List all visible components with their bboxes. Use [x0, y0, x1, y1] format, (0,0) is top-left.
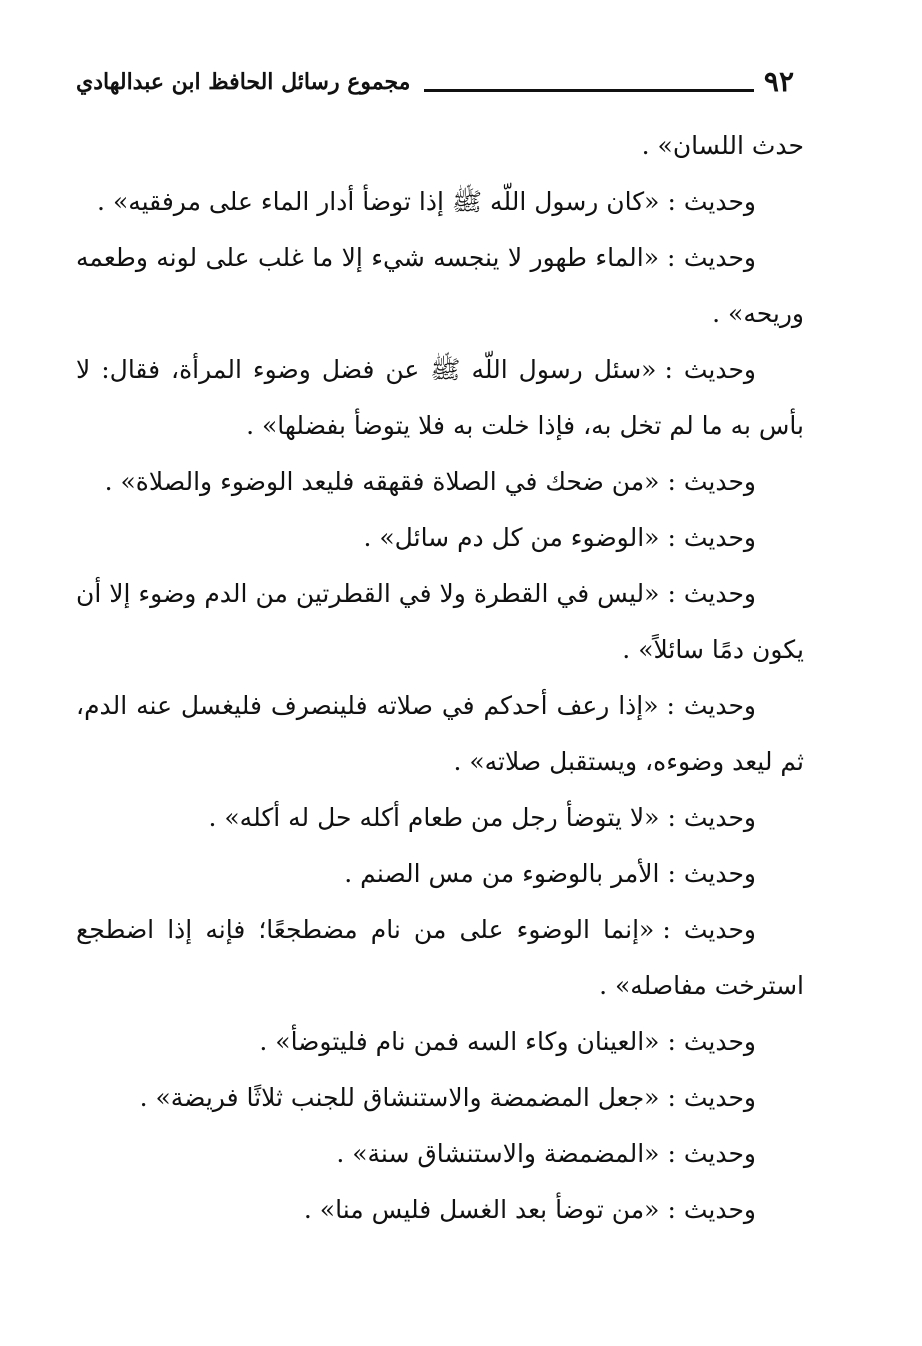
hadith-paragraph [76, 118, 804, 174]
hadith-paragraph [76, 790, 804, 846]
hadith-label: وحديث : [667, 1195, 756, 1224]
hadith-text: «لا يتوضأ رجل من طعام أكله حل له أكله» . [208, 803, 660, 832]
hadith-text: «من توضأ بعد الغسل فليس منا» . [303, 1195, 660, 1224]
hadith-paragraph [76, 1182, 804, 1238]
hadith-paragraph [76, 342, 804, 454]
hadith-label: وحديث : [664, 355, 757, 384]
hadith-label: وحديث : [667, 523, 756, 552]
hadith-label: وحديث : [667, 467, 756, 496]
hadith-label: وحديث : [667, 579, 756, 608]
hadith-paragraph [76, 510, 804, 566]
running-title: مجموع رسائل الحافظ ابن عبدالهادي [76, 69, 411, 95]
hadith-label: وحديث : [667, 243, 756, 272]
hadith-text: «جعل المضمضة والاستنشاق للجنب ثلاثًا فريضة» . [139, 1083, 660, 1112]
hadith-label: وحديث : [667, 187, 756, 216]
hadith-paragraph [76, 566, 804, 678]
hadith-text: «إذا رعف أحدكم في صلاته فلينصرف فليغسل عنه الدم، ثم ليعد وضوءه، ويستقبل صلاته» . [76, 691, 804, 776]
hadith-paragraph [76, 902, 804, 1014]
hadith-label: وحديث : [667, 859, 756, 888]
hadith-paragraph [76, 678, 804, 790]
hadith-label: وحديث : [667, 803, 756, 832]
hadith-text: «ليس في القطرة ولا في القطرتين من الدم وضوء إلا أن يكون دمًا سائلاً» . [76, 579, 804, 664]
hadith-label: وحديث : [667, 1083, 756, 1112]
hadith-paragraph [76, 174, 804, 230]
hadith-label: وحديث : [666, 691, 756, 720]
hadith-paragraph [76, 1070, 804, 1126]
header-rule [424, 89, 753, 92]
hadith-paragraph [76, 454, 804, 510]
hadith-text: «الوضوء من كل دم سائل» . [363, 523, 660, 552]
hadith-text: «المضمضة والاستنشاق سنة» . [336, 1139, 660, 1168]
hadith-text: «من ضحك في الصلاة فقهقه فليعد الوضوء والصلاة» . [104, 467, 660, 496]
hadith-text: «كان رسول اللّه ﷺ إذا توضأ أدار الماء على مرفقيه» . [97, 187, 660, 216]
hadith-paragraph [76, 1014, 804, 1070]
hadith-text: «سئل رسول اللّه ﷺ عن فضل وضوء المرأة، فقال: لا بأس به ما لم تخل به، فإذا خلت به فلا يتوضأ بفضلها» . [76, 355, 804, 440]
hadith-text: «الماء طهور لا ينجسه شيء إلا ما غلب على لونه وطعمه وريحه» . [76, 243, 804, 328]
hadith-text: «إنما الوضوء على من نام مضطجعًا؛ فإنه إذا اضطجع استرخت مفاصله» . [76, 915, 804, 1000]
hadith-text: الأمر بالوضوء من مس الصنم . [344, 859, 660, 888]
page-number: ٩٢ [763, 65, 794, 98]
hadith-label: وحديث : [667, 1139, 756, 1168]
hadith-paragraph [76, 846, 804, 902]
hadith-paragraph [76, 230, 804, 342]
hadith-text: حدث اللسان» . [641, 131, 804, 160]
hadith-label: وحديث : [662, 915, 756, 944]
hadith-label: وحديث : [667, 1027, 756, 1056]
hadith-text: «العينان وكاء السه فمن نام فليتوضأ» . [259, 1027, 660, 1056]
hadith-paragraph [76, 1126, 804, 1182]
body-text [76, 118, 804, 1238]
page-header [76, 62, 794, 102]
